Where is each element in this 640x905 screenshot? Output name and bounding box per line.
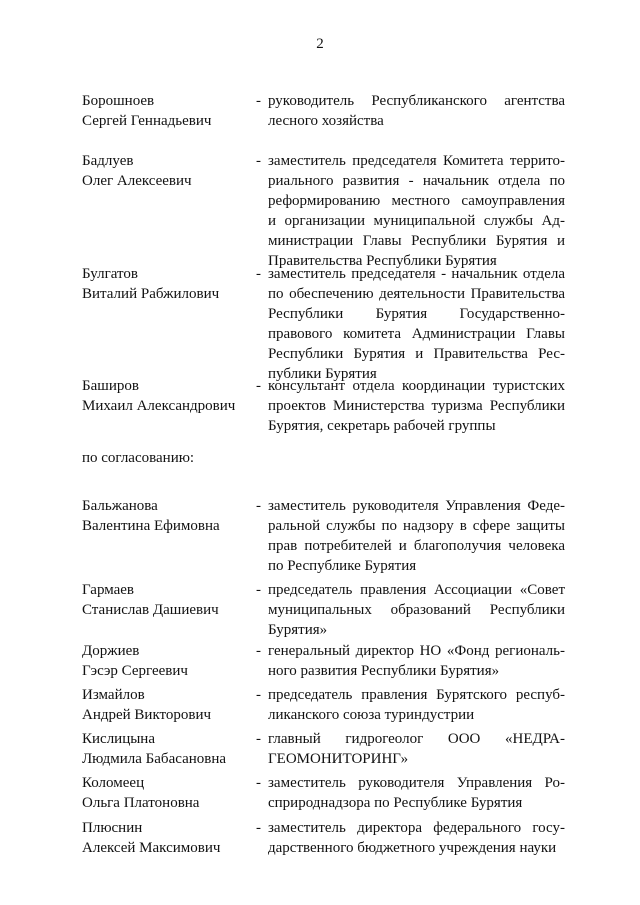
member-name bbox=[82, 496, 254, 536]
member-role bbox=[268, 496, 565, 576]
member-role bbox=[268, 685, 565, 725]
role-line: консультант отдела координации туристских bbox=[268, 378, 565, 394]
member-role bbox=[268, 818, 565, 858]
member-role bbox=[268, 264, 565, 384]
member-name bbox=[82, 264, 254, 304]
role-line: заместитель председателя Комитета террито- bbox=[268, 153, 565, 169]
member-name bbox=[82, 91, 254, 131]
member-name bbox=[82, 773, 254, 813]
member-surname: Доржиев bbox=[82, 643, 140, 659]
role-line: Бурятия, секретарь рабочей группы bbox=[268, 418, 496, 434]
role-line: председатель правления Ассоциации «Совет bbox=[268, 582, 565, 598]
member-name bbox=[82, 818, 254, 858]
member-role bbox=[268, 773, 565, 813]
role-line: проектов Министерства туризма Республики bbox=[268, 398, 565, 414]
dash-separator: - bbox=[256, 731, 261, 747]
member-given-name: Олег Алексеевич bbox=[82, 173, 192, 189]
member-role bbox=[268, 91, 565, 131]
dash-separator: - bbox=[256, 266, 261, 282]
member-surname: Баширов bbox=[82, 378, 139, 394]
member-role bbox=[268, 729, 565, 769]
member-given-name: Алексей Максимович bbox=[82, 840, 221, 856]
member-role bbox=[268, 580, 565, 640]
dash-separator: - bbox=[256, 775, 261, 791]
member-given-name: Гэсэр Сергеевич bbox=[82, 663, 188, 679]
member-given-name: Валентина Ефимовна bbox=[82, 518, 220, 534]
dash-separator: - bbox=[256, 498, 261, 514]
member-given-name: Виталий Рабжилович bbox=[82, 286, 220, 302]
role-line: заместитель директора федерального госу- bbox=[268, 820, 565, 836]
role-line: реформированию местного самоуправления bbox=[268, 193, 565, 209]
role-line: председатель правления Бурятского респуб- bbox=[268, 687, 565, 703]
member-surname: Плюснин bbox=[82, 820, 143, 836]
dash-separator: - bbox=[256, 153, 261, 169]
dash-separator: - bbox=[256, 378, 261, 394]
role-line: ральной службы по надзору в сфере защиты bbox=[268, 518, 565, 534]
role-line: Республики Бурятия Государственно- bbox=[268, 306, 565, 322]
member-name bbox=[82, 685, 254, 725]
member-name bbox=[82, 641, 254, 681]
role-line: министрации Главы Республики Бурятия и bbox=[268, 233, 565, 249]
member-name bbox=[82, 580, 254, 620]
role-line: ГЕОМОНИТОРИНГ» bbox=[268, 751, 409, 767]
role-line: и организации муниципальной службы Ад- bbox=[268, 213, 565, 229]
member-given-name: Станислав Дашиевич bbox=[82, 602, 219, 618]
member-surname: Коломеец bbox=[82, 775, 145, 791]
role-line: генеральный директор НО «Фонд региональ- bbox=[268, 643, 565, 659]
role-line: сприроднадзора по Республике Бурятия bbox=[268, 795, 523, 811]
role-line: руководитель Республиканского агентства bbox=[268, 93, 565, 109]
member-given-name: Сергей Геннадьевич bbox=[82, 113, 212, 129]
role-line: главный гидрогеолог ООО «НЕДРА- bbox=[268, 731, 565, 747]
member-role bbox=[268, 641, 565, 681]
member-role bbox=[268, 151, 565, 271]
section-label: по согласованию: bbox=[82, 450, 195, 466]
member-given-name: Ольга Платоновна bbox=[82, 795, 200, 811]
role-line: заместитель председателя - начальник отдела bbox=[268, 266, 565, 282]
member-surname: Булгатов bbox=[82, 266, 138, 282]
dash-separator: - bbox=[256, 643, 261, 659]
member-surname: Гармаев bbox=[82, 582, 135, 598]
role-line: Бурятия» bbox=[268, 622, 328, 638]
role-line: дарственного бюджетного учреждения науки bbox=[268, 840, 557, 856]
member-surname: Бальжанова bbox=[82, 498, 158, 514]
role-line: ликанского союза туриндустрии bbox=[268, 707, 475, 723]
dash-separator: - bbox=[256, 820, 261, 836]
role-line: Республики Бурятия и Правительства Рес- bbox=[268, 346, 565, 362]
member-name bbox=[82, 729, 254, 769]
role-line: по Республике Бурятия bbox=[268, 558, 417, 574]
role-line: муниципальных образований Республики bbox=[268, 602, 565, 618]
role-line: риального развития - начальник отдела по bbox=[268, 173, 565, 189]
dash-separator: - bbox=[256, 582, 261, 598]
member-surname: Измайлов bbox=[82, 687, 145, 703]
dash-separator: - bbox=[256, 93, 261, 109]
member-name bbox=[82, 376, 254, 416]
member-surname: Борошноев bbox=[82, 93, 155, 109]
member-given-name: Людмила Бабасановна bbox=[82, 751, 227, 767]
member-surname: Кислицына bbox=[82, 731, 155, 747]
role-line: Правительства Республики Бурятия bbox=[268, 253, 497, 269]
page-number: 2 bbox=[316, 36, 324, 52]
role-line: правового комитета Администрации Главы bbox=[268, 326, 565, 342]
role-line: публики Бурятия bbox=[268, 366, 377, 382]
role-line: ного развития Республики Бурятия» bbox=[268, 663, 500, 679]
role-line: по обеспечению деятельности Правительства bbox=[268, 286, 565, 302]
member-given-name: Андрей Викторович bbox=[82, 707, 212, 723]
member-given-name: Михаил Александрович bbox=[82, 398, 236, 414]
role-line: лесного хозяйства bbox=[268, 113, 384, 129]
dash-separator: - bbox=[256, 687, 261, 703]
member-name bbox=[82, 151, 254, 191]
member-role bbox=[268, 376, 565, 436]
member-surname: Бадлуев bbox=[82, 153, 134, 169]
role-line: заместитель руководителя Управления Ро- bbox=[268, 775, 565, 791]
role-line: заместитель руководителя Управления Феде- bbox=[268, 498, 565, 514]
role-line: прав потребителей и благополучия человека bbox=[268, 538, 565, 554]
